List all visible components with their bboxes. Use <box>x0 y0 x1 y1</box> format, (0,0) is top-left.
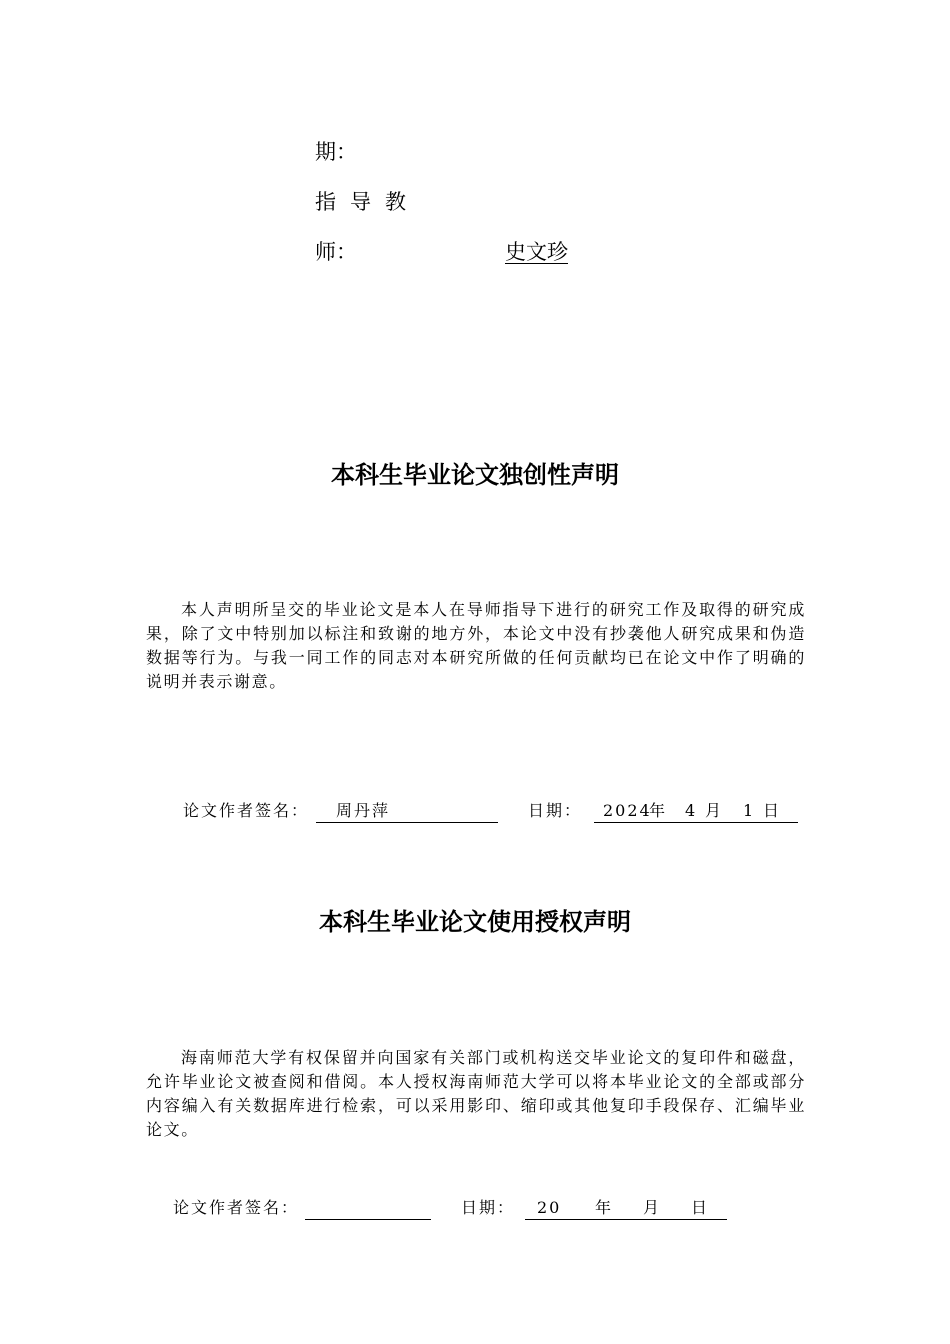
originality-day-char: 日 <box>763 801 782 820</box>
advisor-name: 史文珍 <box>505 240 568 264</box>
originality-date-month: 4 <box>685 801 698 820</box>
authorization-date-year-prefix: 20 <box>537 1198 562 1217</box>
authorization-date-field[interactable] <box>525 1197 727 1220</box>
originality-year-char: 年 <box>649 801 668 820</box>
authorization-signature-field[interactable] <box>305 1197 431 1220</box>
originality-month-char: 月 <box>705 801 724 820</box>
authorization-title: 本科生毕业论文使用授权声明 <box>319 908 631 936</box>
originality-date-day: 1 <box>743 801 756 820</box>
advisor-label-top: 指导教 <box>315 190 420 214</box>
originality-signature-field[interactable] <box>316 800 498 823</box>
originality-signature-value: 周丹萍 <box>336 801 391 820</box>
originality-date-year: 2024 <box>603 801 652 820</box>
originality-title: 本科生毕业论文独创性声明 <box>331 461 619 489</box>
originality-signature-label: 论文作者签名： <box>183 801 310 820</box>
advisor-label-bottom: 师： <box>315 240 357 264</box>
authorization-month-char: 月 <box>643 1198 662 1217</box>
originality-body: 本人声明所呈交的毕业论文是本人在导师指导下进行的研究工作及取得的研究成果，除了文中特别加以标注和致谢的地方外，本论文中没有抄袭他人研究成果和伪造数据等行为。与我一同工作的同志对本研究所做的任何贡献均已在论文中作了明确的说明并表示谢意。 <box>146 600 806 691</box>
authorization-day-char: 日 <box>691 1198 710 1217</box>
authorization-date-label: 日期： <box>461 1198 516 1217</box>
authorization-year-char: 年 <box>595 1198 614 1217</box>
authorization-signature-label: 论文作者签名： <box>173 1198 300 1217</box>
originality-date-field[interactable] <box>594 800 798 823</box>
date-label: 期： <box>315 140 357 164</box>
originality-date-label: 日期： <box>528 801 583 820</box>
authorization-body: 海南师范大学有权保留并向国家有关部门或机构送交毕业论文的复印件和磁盘，允许毕业论文被查阅和借阅。本人授权海南师范大学可以将本毕业论文的全部或部分内容编入有关数据库进行检索，可以采用影印、缩印或其他复印手段保存、汇编毕业论文。 <box>146 1048 806 1139</box>
